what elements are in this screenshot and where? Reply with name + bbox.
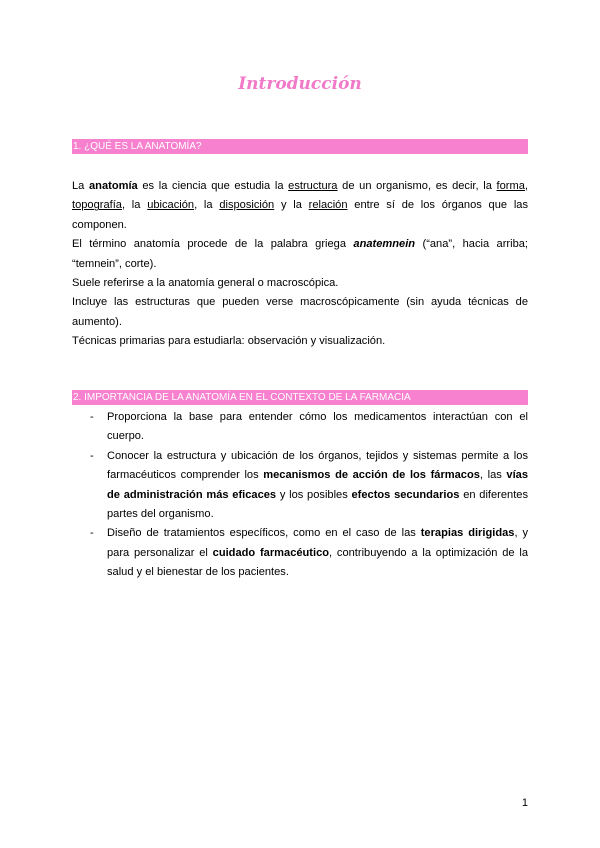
text-run: , la [194, 199, 220, 212]
text-run: , contribuyendo a la optimización de la salud y el bienestar de los pacientes. [107, 546, 528, 579]
bold-term: vías de administración más eficaces [107, 469, 528, 501]
section-heading-importancia: 2. IMPORTANCIA DE LA ANATOMÍA EN EL CONTEXTO DE LA FARMACIA [72, 390, 528, 405]
definition-paragraph [72, 177, 528, 235]
text-run: , las [479, 469, 507, 482]
dash-bullet: - [90, 411, 94, 423]
techniques-paragraph: Técnicas primarias para estudiarla: observación y visualización. [72, 335, 386, 348]
bold-term: mecanismos de acción de los fármacos [263, 469, 480, 482]
dash-bullet: - [90, 449, 94, 462]
includes-paragraph: Incluye las estructuras que pueden verse macroscópicamente (sin ayuda técnicas de aumento). [72, 296, 528, 328]
bold-term: terapias dirigidas [420, 527, 515, 540]
text-run: en diferentes partes del organismo. [107, 488, 528, 521]
page-title: Introducción [238, 74, 362, 94]
text-run: El término anatomía procede de la palabra griega [72, 238, 354, 251]
text-run: Proporciona la base para entender cómo los medicamentos interactúan con el cuerpo. [107, 411, 528, 443]
bold-italic-term: anatemnein [353, 238, 416, 251]
list-item [72, 524, 528, 582]
text-run: Diseño de tratamientos específicos, como en el caso de las [107, 527, 421, 540]
bold-term: cuidado farmacéutico [212, 546, 330, 559]
text-run: de un organismo, es decir, la [337, 180, 497, 192]
text-run: La [72, 180, 90, 192]
underlined-term: topografía [72, 199, 122, 212]
section-heading-anatomia: 1. ¿QUÉ ES LA ANATOMÍA? [72, 139, 528, 154]
text-run: Conocer la estructura y ubicación de los órganos, tejidos y sistemas permite a los farmacéuticos comprender los [107, 449, 528, 482]
bold-term: anatomía [89, 180, 138, 192]
underlined-term: relación [308, 199, 348, 212]
list-item [72, 447, 528, 525]
list-item [72, 408, 528, 447]
text-run: es la ciencia que estudia la [137, 180, 289, 192]
dash-bullet: - [90, 527, 94, 540]
importance-list [72, 408, 528, 583]
text-run: , [524, 180, 528, 192]
text-run: y la [274, 199, 309, 212]
underlined-term: ubicación [147, 199, 195, 212]
etymology-paragraph [72, 235, 528, 274]
underlined-term: estructura [288, 180, 338, 192]
underlined-term: forma [496, 180, 525, 192]
text-run: , la [121, 199, 148, 212]
underlined-term: disposición [219, 199, 275, 212]
text-run: entre sí de los órganos que las componen. [72, 199, 529, 231]
text-run: , y para personalizar el [107, 527, 528, 559]
scope-paragraph: Suele referirse a la anatomía general o macroscópica. [72, 277, 339, 290]
text-run: (“ana”, hacia arriba; “temnein”, corte). [72, 238, 528, 270]
section-body-anatomia [72, 177, 528, 352]
text-run: y los posibles [276, 488, 352, 501]
page-number: 1 [521, 797, 528, 809]
bold-term: efectos secundarios [351, 488, 460, 501]
